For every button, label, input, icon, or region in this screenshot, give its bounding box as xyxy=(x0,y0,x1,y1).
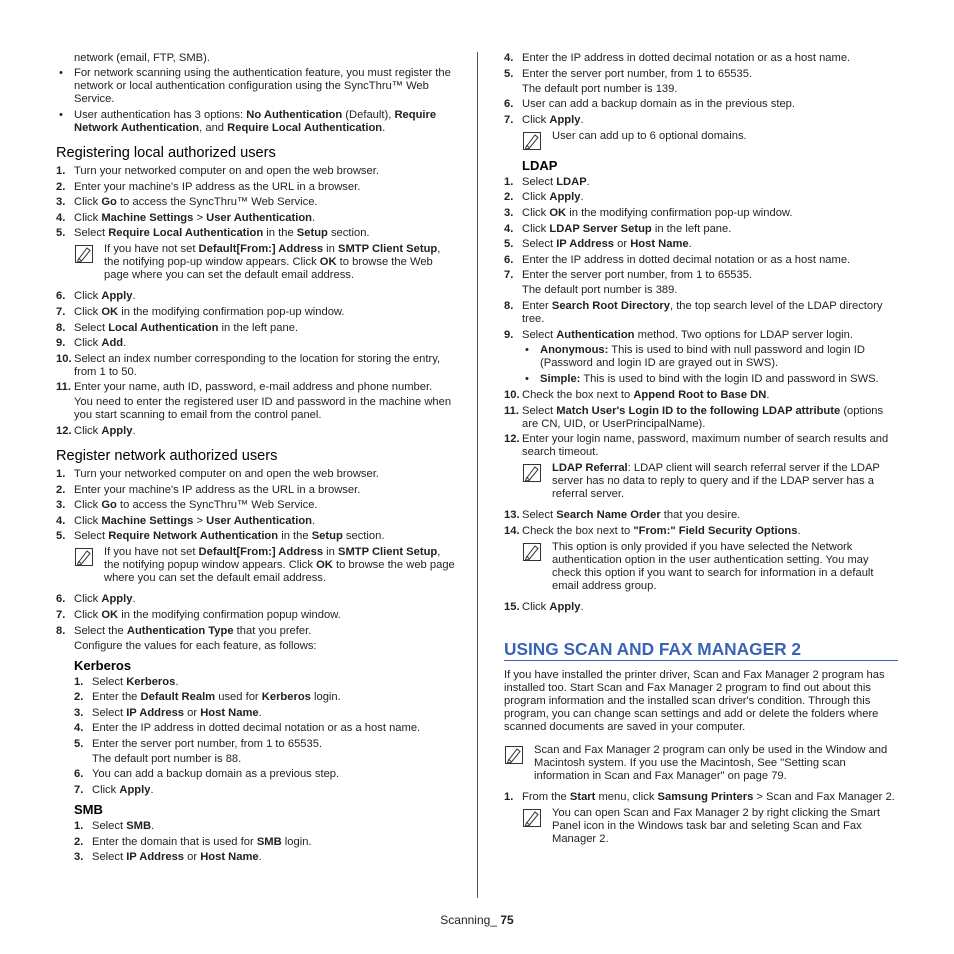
note-text: If you have not set Default[From:] Address in SMTP Client Setup, the notifying popup window appears. Click OK to browse the web page where you can set the default email address. xyxy=(104,546,455,585)
step-item xyxy=(504,223,898,236)
bold-term: Host Name xyxy=(630,238,689,251)
step-item xyxy=(504,389,898,402)
bold-term: Apply xyxy=(101,593,133,606)
step-text: Enter your machine's IP address as the URL in a browser. xyxy=(74,483,361,496)
bold-term: Anonymous: xyxy=(540,344,609,357)
step-text: Select an index number corresponding to the location for storing the entry, from 1 to 50. xyxy=(74,352,441,378)
step-number: 6. xyxy=(56,290,66,303)
bold-term: Match User's Login ID to the following LDAP attribute xyxy=(556,404,841,417)
bold-term: Authentication xyxy=(556,328,635,341)
note-icon xyxy=(522,131,542,151)
note-text: If you have not set Default[From:] Address in SMTP Client Setup, the notifying pop-up window appears. Click OK to browse the Web page where you can set the default email address. xyxy=(104,243,441,282)
step-number: 4. xyxy=(504,222,514,235)
step-text: Click Machine Settings > User Authentication. xyxy=(74,514,316,527)
note-text: Scan and Fax Manager 2 program can only be used in the Window and Macintosh system. If you use the Macintosh, See "Setting scan information in Scan and Fax Manager" on page 79. xyxy=(534,743,888,782)
step-number: 14. xyxy=(504,524,520,537)
step-number: 5. xyxy=(56,227,66,240)
step-number: 11. xyxy=(504,404,519,417)
step-number: 12. xyxy=(504,433,520,446)
step-item xyxy=(56,425,456,438)
step-number: 8. xyxy=(504,299,514,312)
bold-term: Go xyxy=(101,196,117,209)
bold-term: Start xyxy=(569,790,596,803)
column-divider xyxy=(477,52,478,898)
step-text: Enter the server port number, from 1 to 65535. xyxy=(522,269,753,282)
step-item xyxy=(74,768,456,781)
step-item xyxy=(74,836,456,849)
step-number: 1. xyxy=(504,790,514,803)
step-item xyxy=(504,433,898,459)
step-text: Click LDAP Server Setup in the left pane. xyxy=(522,222,732,235)
bold-term: Kerberos xyxy=(261,691,311,704)
step-item xyxy=(56,625,456,653)
step-number: 6. xyxy=(504,253,514,266)
footer-label: Scanning_ xyxy=(440,913,497,927)
step-text: Turn your networked computer on and open the web browser. xyxy=(74,165,379,177)
step-text: Enter the IP address in dotted decimal notation or as a host name. xyxy=(522,52,851,64)
step-item xyxy=(56,337,456,350)
step-text: Click Go to access the SyncThru™ Web Service. xyxy=(74,196,318,209)
step-text: Enter your name, auth ID, password, e-mail address and phone number. xyxy=(74,381,433,394)
step-item xyxy=(504,114,898,127)
bold-term: SMB xyxy=(126,820,152,833)
step-item xyxy=(56,530,456,543)
subheading-smb: SMB xyxy=(74,802,103,818)
step-number: 7. xyxy=(56,305,66,318)
step-text: User can add a backup domain as in the previous step. xyxy=(522,98,796,111)
step-item xyxy=(74,676,456,689)
note-smb xyxy=(522,130,898,154)
step-text: Select IP Address or Host Name. xyxy=(522,238,692,251)
bold-term: IP Address xyxy=(556,238,615,251)
step-item xyxy=(504,509,898,522)
bold-term: Default[From:] Address xyxy=(198,546,324,559)
step-item xyxy=(504,176,898,189)
step-number: 7. xyxy=(56,608,66,621)
note-text: This option is only provided if you have selected the Network authentication option in the user authentication setting. You may check this option if you want to search for information in a default email address group. xyxy=(552,540,874,592)
bold-term: Add xyxy=(101,337,124,350)
bold-term: Apply xyxy=(101,290,133,303)
step-item xyxy=(504,207,898,220)
step-number: 10. xyxy=(504,389,520,402)
step-number: 13. xyxy=(504,509,520,522)
bold-term: IP Address xyxy=(126,706,185,719)
step-number: 5. xyxy=(504,67,514,80)
bold-term: Search Root Directory xyxy=(551,299,670,312)
bullet-text: For network scanning using the authentication feature, you must register the network or local authentication configuration using the SyncThru™ Web Service. xyxy=(74,67,451,105)
step-text: Select the Authentication Type that you prefer. xyxy=(74,624,312,637)
intro-bullets xyxy=(56,67,456,135)
step-number: 7. xyxy=(504,113,514,126)
page-number: 75 xyxy=(500,913,514,927)
step-number: 1. xyxy=(56,467,66,480)
step-number: 2. xyxy=(56,483,66,496)
step-text: Click Go to access the SyncThru™ Web Service. xyxy=(74,499,318,512)
step-item xyxy=(504,52,898,65)
step-text: Enter the IP address in dotted decimal notation or as a host name. xyxy=(522,253,851,266)
step-text: Check the box next to Append Root to Base DN. xyxy=(522,389,770,402)
local-steps-1-5 xyxy=(56,165,456,240)
step-text: You can add a backup domain as a previous step. xyxy=(92,768,340,781)
bold-term: Default Realm xyxy=(140,691,216,704)
step-number: 9. xyxy=(504,328,514,341)
bullet-text: Simple: This is used to bind with the login ID and password in SWS. xyxy=(540,373,879,386)
step-text: Select Require Local Authentication in the Setup section. xyxy=(74,227,370,240)
bold-term: Append Root to Base DN xyxy=(633,389,767,402)
step-text: Enter your login name, password, maximum number of search results and search timeout. xyxy=(522,433,889,459)
step-subtext: Configure the values for each feature, as follows: xyxy=(74,639,317,652)
local-steps-6-12 xyxy=(56,290,456,438)
step-item xyxy=(56,515,456,528)
note-manager-platform xyxy=(504,744,898,783)
step-text: Select Require Network Authentication in the Setup section. xyxy=(74,530,385,543)
step-number: 9. xyxy=(56,337,66,350)
step-number: 6. xyxy=(504,98,514,111)
bold-term: Default[From:] Address xyxy=(198,243,324,256)
step-text: Turn your networked computer on and open the web browser. xyxy=(74,467,379,480)
bold-term: OK xyxy=(101,305,119,318)
step-text: Enter your machine's IP address as the URL in a browser. xyxy=(74,180,361,193)
note-text: User can add up to 6 optional domains. xyxy=(552,129,747,142)
step-item xyxy=(504,300,898,326)
bold-term: Machine Settings xyxy=(101,211,194,224)
bold-term: SMB xyxy=(256,835,282,848)
step-number: 12. xyxy=(56,424,72,437)
bold-term: Apply xyxy=(549,191,581,204)
ldap-step-15 xyxy=(504,601,898,614)
step-item xyxy=(56,322,456,335)
step-item xyxy=(74,707,456,720)
manager-steps xyxy=(504,791,898,804)
step-number: 7. xyxy=(504,269,514,282)
bold-term: User Authentication xyxy=(206,211,313,224)
step-text: Check the box next to "From:" Field Security Options. xyxy=(522,524,801,537)
bold-term: Apply xyxy=(101,424,133,437)
step-item xyxy=(74,820,456,833)
step-item xyxy=(504,254,898,267)
ldap-steps-10-12 xyxy=(504,389,898,459)
step-text: Click Add. xyxy=(74,337,127,350)
bold-term: Require Network Authentication xyxy=(108,530,279,543)
step-text: Select IP Address or Host Name. xyxy=(92,706,262,719)
step-item xyxy=(504,525,898,538)
step-text: Click Machine Settings > User Authentication. xyxy=(74,211,316,224)
step-number: 3. xyxy=(56,196,66,209)
bold-term: Simple: xyxy=(540,373,581,386)
step-number: 8. xyxy=(56,321,66,334)
network-steps-6-8 xyxy=(56,593,456,652)
left-column xyxy=(56,52,456,867)
bullet-marker: • xyxy=(525,344,529,357)
step-number: 2. xyxy=(74,835,84,848)
step-number: 1. xyxy=(74,820,84,833)
bold-term: OK xyxy=(549,206,567,219)
bullet-item xyxy=(56,67,456,106)
bullet-marker: • xyxy=(59,67,63,79)
step-item xyxy=(56,290,456,303)
step-number: 4. xyxy=(74,722,84,735)
bold-term: Samsung Printers xyxy=(657,790,754,803)
bullet-text: Anonymous: This is used to bind with null password and login ID (Password and login ID are grayed out in SWS). xyxy=(540,344,865,370)
step-number: 3. xyxy=(504,206,514,219)
bold-term: LDAP xyxy=(556,175,587,188)
step-text: Select Kerberos. xyxy=(92,675,179,688)
bold-term: Authentication Type xyxy=(126,624,234,637)
bold-term: IP Address xyxy=(126,851,185,864)
step-number: 2. xyxy=(74,691,84,704)
kerberos-steps xyxy=(56,676,456,798)
step-number: 5. xyxy=(56,530,66,543)
step-item xyxy=(56,196,456,209)
page-footer xyxy=(0,914,954,927)
smb-steps-4-7 xyxy=(504,52,898,127)
ldap-steps-1-9 xyxy=(504,176,898,342)
step-text: Click OK in the modifying confirmation popup window. xyxy=(74,608,341,621)
step-text: Select LDAP. xyxy=(522,175,590,188)
step-number: 5. xyxy=(504,238,514,251)
note-text: You can open Scan and Fax Manager 2 by right clicking the Smart Panel icon in the Windows task bar and seleting Scan and Fax Manager 2. xyxy=(552,806,880,845)
bullet-marker: • xyxy=(525,373,529,386)
step-number: 15. xyxy=(504,600,520,613)
step-number: 11. xyxy=(56,381,71,394)
bullet-marker: • xyxy=(59,109,63,121)
step-text: Click Apply. xyxy=(92,784,154,797)
ldap-auth-bullets xyxy=(504,344,898,386)
step-subtext: The default port number is 88. xyxy=(92,752,242,765)
step-number: 6. xyxy=(56,593,66,606)
step-item xyxy=(56,484,456,497)
note-icon xyxy=(522,463,542,483)
bold-term: LDAP Server Setup xyxy=(549,222,652,235)
step-text: Select Search Name Order that you desire. xyxy=(522,509,741,522)
bullet-text: User authentication has 3 options: No Authentication (Default), Require Network Authentication, and Require Local Authentication. xyxy=(74,109,437,134)
note-from-field xyxy=(522,541,898,593)
step-text: Select Match User's Login ID to the following LDAP attribute (options are CN, UID, or UserPrincipalName). xyxy=(522,404,884,430)
step-number: 3. xyxy=(74,851,84,864)
step-item xyxy=(56,165,456,178)
bold-term: Search Name Order xyxy=(556,509,661,522)
bullet-item xyxy=(522,344,898,370)
step-item xyxy=(56,593,456,606)
step-text: Click Apply. xyxy=(74,424,136,437)
step-number: 1. xyxy=(74,675,84,688)
step-item xyxy=(74,691,456,704)
bold-term: OK xyxy=(101,608,119,621)
step-number: 3. xyxy=(74,706,84,719)
step-item xyxy=(504,68,898,96)
step-number: 1. xyxy=(56,165,66,177)
note-manager-smart-panel xyxy=(522,807,898,846)
step-number: 8. xyxy=(56,624,66,637)
step-item xyxy=(504,238,898,251)
step-item xyxy=(56,609,456,622)
smb-steps-1-3 xyxy=(56,820,456,864)
bold-term: Go xyxy=(101,499,117,512)
manager-intro-paragraph: If you have installed the printer driver, Scan and Fax Manager 2 program has installed too. Start Scan and Fax Manager 2 program to find out about this program information and the installed scan driver's condition. Through this program, you can change scan settings and add or delete the folders where scanned documents are saved in your computer. xyxy=(504,668,885,733)
step-text: Select IP Address or Host Name. xyxy=(92,851,262,864)
note-icon xyxy=(522,808,542,828)
note-icon xyxy=(74,244,94,264)
step-item xyxy=(74,784,456,797)
bold-term: Host Name xyxy=(200,706,259,719)
bold-term: SMTP Client Setup xyxy=(338,243,438,256)
bold-term: Require Local Authentication xyxy=(108,227,264,240)
step-text: Select SMB. xyxy=(92,820,155,833)
step-text: Click Apply. xyxy=(522,600,584,613)
bold-term: Apply xyxy=(119,784,151,797)
step-item xyxy=(56,468,456,481)
step-text: Enter the domain that is used for SMB login. xyxy=(92,835,312,848)
step-item xyxy=(504,405,898,431)
step-subtext: The default port number is 139. xyxy=(522,82,678,95)
step-item xyxy=(504,98,898,111)
bold-term: Setup xyxy=(311,530,343,543)
bold-term: Require Local Authentication xyxy=(227,122,383,134)
step-item xyxy=(504,191,898,204)
step-text: Select Local Authentication in the left pane. xyxy=(74,321,299,334)
right-column xyxy=(504,52,898,854)
step-item xyxy=(504,791,898,804)
bold-term: Kerberos xyxy=(126,675,176,688)
step-number: 3. xyxy=(56,499,66,512)
step-item xyxy=(74,722,456,735)
step-number: 1. xyxy=(504,175,514,188)
bold-term: Local Authentication xyxy=(108,321,219,334)
step-number: 2. xyxy=(504,191,514,204)
subheading-ldap: LDAP xyxy=(522,157,558,173)
intro-continuation: network (email, FTP, SMB). xyxy=(74,52,210,64)
bullet-item xyxy=(56,109,456,135)
bullet-item xyxy=(522,373,898,386)
note-text: LDAP Referral: LDAP client will search referral server if the LDAP server has no data to reply to query and if the LDAP server has a referral server. xyxy=(552,462,880,501)
step-subtext: The default port number is 389. xyxy=(522,284,678,297)
bold-term: Host Name xyxy=(200,851,259,864)
step-subtext: You need to enter the registered user ID and password in the machine when you start scanning to email from the control panel. xyxy=(74,396,452,422)
step-item xyxy=(504,269,898,297)
step-number: 7. xyxy=(74,784,84,797)
step-number: 4. xyxy=(56,211,66,224)
step-number: 10. xyxy=(56,352,72,365)
step-number: 4. xyxy=(56,514,66,527)
network-steps-1-5 xyxy=(56,468,456,543)
step-number: 4. xyxy=(504,52,514,64)
step-text: Enter the server port number, from 1 to 65535. xyxy=(92,737,323,750)
step-text: Click Apply. xyxy=(74,290,136,303)
step-item xyxy=(56,353,456,379)
note-icon xyxy=(504,745,524,765)
step-number: 2. xyxy=(56,180,66,193)
step-text: Enter the Default Realm used for Kerberos login. xyxy=(92,691,341,704)
step-item xyxy=(56,499,456,512)
step-number: 6. xyxy=(74,768,84,781)
bold-term: OK xyxy=(319,256,337,269)
step-number: 5. xyxy=(74,737,84,750)
bold-term: LDAP Referral xyxy=(552,462,628,475)
bold-term: Setup xyxy=(296,227,328,240)
step-item xyxy=(504,329,898,342)
step-item xyxy=(504,601,898,614)
bold-term: OK xyxy=(316,559,333,572)
note-icon xyxy=(522,542,542,562)
note-icon xyxy=(74,547,94,567)
bold-term: User Authentication xyxy=(206,514,313,527)
bold-term: SMTP Client Setup xyxy=(338,546,438,559)
step-item xyxy=(74,738,456,766)
step-item xyxy=(56,212,456,225)
step-text: Click OK in the modifying confirmation pop-up window. xyxy=(522,206,793,219)
bold-term: Require Network Authentication xyxy=(74,109,437,134)
subheading-kerberos: Kerberos xyxy=(74,657,132,673)
section-heading-local-users: Registering local authorized users xyxy=(56,145,276,161)
section-heading-scan-fax-manager: USING SCAN AND FAX MANAGER 2 xyxy=(504,638,898,661)
step-text: From the Start menu, click Samsung Printers > Scan and Fax Manager 2. xyxy=(522,790,895,803)
note-network xyxy=(74,546,456,585)
step-item xyxy=(74,851,456,864)
step-text: Click Apply. xyxy=(522,113,584,126)
step-text: Click OK in the modifying confirmation pop-up window. xyxy=(74,305,345,318)
step-text: Click Apply. xyxy=(522,191,584,204)
step-item xyxy=(56,181,456,194)
bold-term: Machine Settings xyxy=(101,514,194,527)
ldap-steps-13-14 xyxy=(504,509,898,538)
step-item xyxy=(56,381,456,422)
step-item xyxy=(56,227,456,240)
note-local xyxy=(74,243,456,282)
step-text: Enter the server port number, from 1 to 65535. xyxy=(522,67,753,80)
bold-term: Apply xyxy=(549,600,581,613)
bold-term: No Authentication xyxy=(246,109,343,121)
step-text: Click Apply. xyxy=(74,593,136,606)
note-ldap-referral xyxy=(522,462,898,501)
section-heading-network-users: Register network authorized users xyxy=(56,447,278,464)
step-item xyxy=(56,306,456,319)
step-text: Enter Search Root Directory, the top search level of the LDAP directory tree. xyxy=(522,299,883,325)
bold-term: Apply xyxy=(549,113,581,126)
step-text: Select Authentication method. Two options for LDAP server login. xyxy=(522,328,853,341)
bold-term: "From:" Field Security Options xyxy=(633,524,798,537)
step-text: Enter the IP address in dotted decimal notation or as a host name. xyxy=(92,722,421,735)
